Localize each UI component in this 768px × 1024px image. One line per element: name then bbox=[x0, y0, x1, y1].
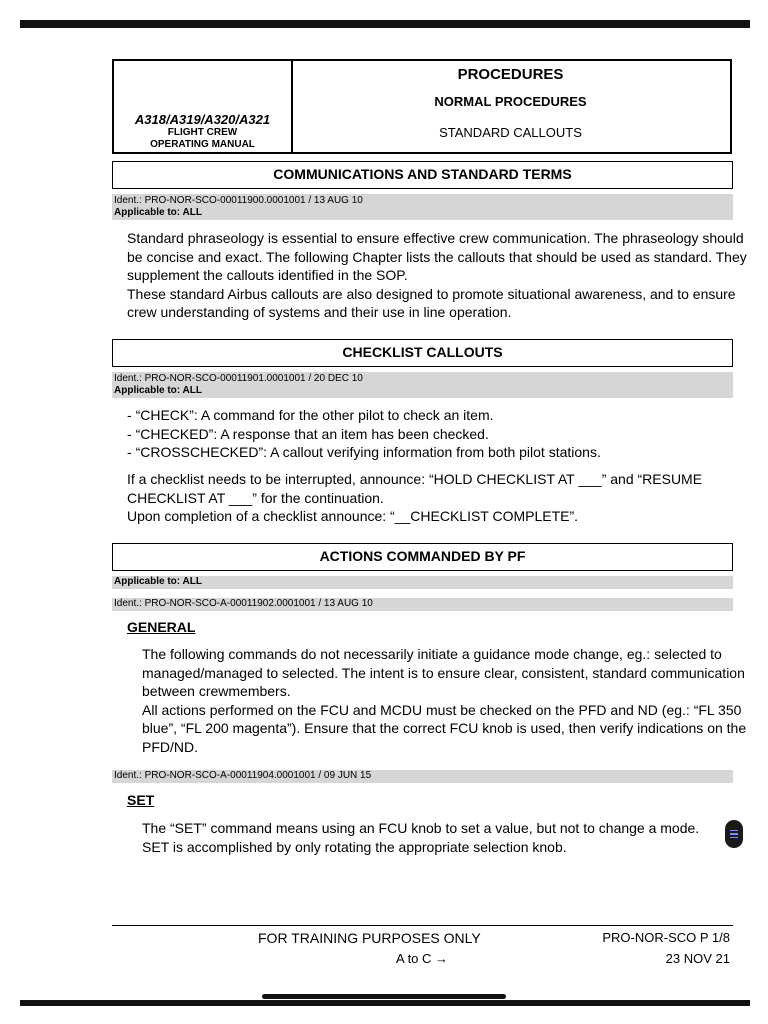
body-line: SET is accomplished by only rotating the appropriate selection knob. bbox=[142, 838, 567, 855]
body-line: These standard Airbus callouts are also designed to promote situational awareness, and to ensure bbox=[127, 285, 736, 302]
ident-set: Ident.: PRO-NOR-SCO-A-00011904.0001001 / 09 JUN 15 bbox=[114, 770, 372, 781]
body-line: crew understanding of systems and their use in line operation. bbox=[127, 304, 512, 320]
menu-lines-glyph bbox=[730, 830, 738, 838]
footer-date: 23 NOV 21 bbox=[665, 951, 730, 966]
list-item: - “CHECKED”: A response that an item has been checked. bbox=[127, 425, 601, 444]
list-item: - “CROSSCHECKED”: A callout verifying information from both pilot stations. bbox=[127, 443, 601, 462]
applicable-actions: Applicable to: ALL bbox=[114, 576, 202, 587]
header-right-cell bbox=[291, 61, 730, 152]
ident-checklist: Ident.: PRO-NOR-SCO-00011901.0001001 / 20 DEC 10 bbox=[114, 373, 363, 384]
set-body bbox=[142, 819, 699, 856]
body-line: be concise and exact. The following Chapter lists the callouts that should be used as standard. They bbox=[127, 248, 747, 265]
footer-range: A to C → bbox=[396, 951, 449, 966]
aircraft-models: A318/A319/A320/A321 bbox=[134, 112, 271, 127]
communications-body bbox=[127, 229, 747, 322]
body-line: PFD/ND. bbox=[142, 738, 198, 755]
ident-actions: Ident.: PRO-NOR-SCO-A-00011902.0001001 / 13 AUG 10 bbox=[114, 598, 373, 609]
general-body bbox=[142, 645, 746, 756]
ident-bar-actions bbox=[112, 598, 733, 611]
top-border bbox=[20, 20, 750, 28]
body-line: CHECKLIST AT ___” for the continuation. bbox=[127, 489, 384, 506]
checklist-body bbox=[127, 470, 702, 526]
section-title-actions: ACTIONS COMMANDED BY PF bbox=[112, 543, 733, 571]
section-title-communications: COMMUNICATIONS AND STANDARD TERMS bbox=[112, 161, 733, 189]
body-line: All actions performed on the FCU and MCDU must be checked on the PFD and ND (eg.: “FL 350 bbox=[142, 701, 742, 718]
list-item: - “CHECK”: A command for the other pilot to check an item. bbox=[127, 406, 601, 425]
footer-page-number: PRO-NOR-SCO P 1/8 bbox=[602, 930, 730, 945]
manual-line-1: FLIGHT CREW bbox=[167, 127, 238, 138]
body-line: The “SET” command means using an FCU knob to set a value, but not to change a mode. bbox=[142, 820, 700, 836]
section-title: NORMAL PROCEDURES bbox=[434, 94, 587, 109]
manual-line-2: OPERATING MANUAL bbox=[150, 139, 255, 150]
body-line: between crewmembers. bbox=[142, 683, 291, 699]
home-indicator[interactable] bbox=[262, 994, 506, 999]
checklist-callout-list bbox=[127, 406, 601, 462]
footer-training-notice: FOR TRAINING PURPOSES ONLY bbox=[258, 930, 481, 946]
document-header bbox=[112, 59, 732, 154]
body-line: managed/managed to selected. The intent is to ensure clear, consistent, standard communication bbox=[142, 664, 745, 681]
footer-divider bbox=[112, 925, 733, 926]
ident-bar-communications bbox=[112, 194, 733, 220]
body-line: blue”, “FL 200 magenta”). Ensure that the correct FCU knob is used, then verify indications on the bbox=[142, 720, 747, 736]
section-title-checklist: CHECKLIST CALLOUTS bbox=[112, 339, 733, 367]
manual-name bbox=[114, 127, 291, 151]
menu-lines-icon[interactable] bbox=[725, 820, 743, 848]
body-line: Standard phraseology is essential to ensure effective crew communication. The phraseology should bbox=[127, 230, 744, 246]
ident-communications: Ident.: PRO-NOR-SCO-00011900.0001001 / 13 AUG 10 bbox=[114, 195, 363, 206]
applicable-checklist: Applicable to: ALL bbox=[114, 385, 202, 396]
bottom-border bbox=[20, 1000, 750, 1006]
applicable-communications: Applicable to: ALL bbox=[114, 207, 202, 218]
general-heading: GENERAL bbox=[127, 619, 196, 635]
body-line: If a checklist needs to be interrupted, announce: “HOLD CHECKLIST AT ___” and “RESUME bbox=[127, 471, 703, 487]
chapter-title: PROCEDURES bbox=[457, 66, 564, 83]
set-heading: SET bbox=[127, 792, 155, 808]
body-line: supplement the callouts identified in the SOP. bbox=[127, 267, 408, 283]
header-left-cell bbox=[114, 61, 293, 152]
subsection-title: STANDARD CALLOUTS bbox=[439, 125, 582, 140]
body-line: The following commands do not necessarily initiate a guidance mode change, eg.: selected to bbox=[142, 646, 722, 662]
applicable-bar-actions bbox=[112, 576, 733, 589]
ident-bar-checklist bbox=[112, 372, 733, 398]
body-line: Upon completion of a checklist announce: “__CHECKLIST COMPLETE”. bbox=[127, 508, 579, 524]
ident-bar-set bbox=[112, 770, 733, 783]
